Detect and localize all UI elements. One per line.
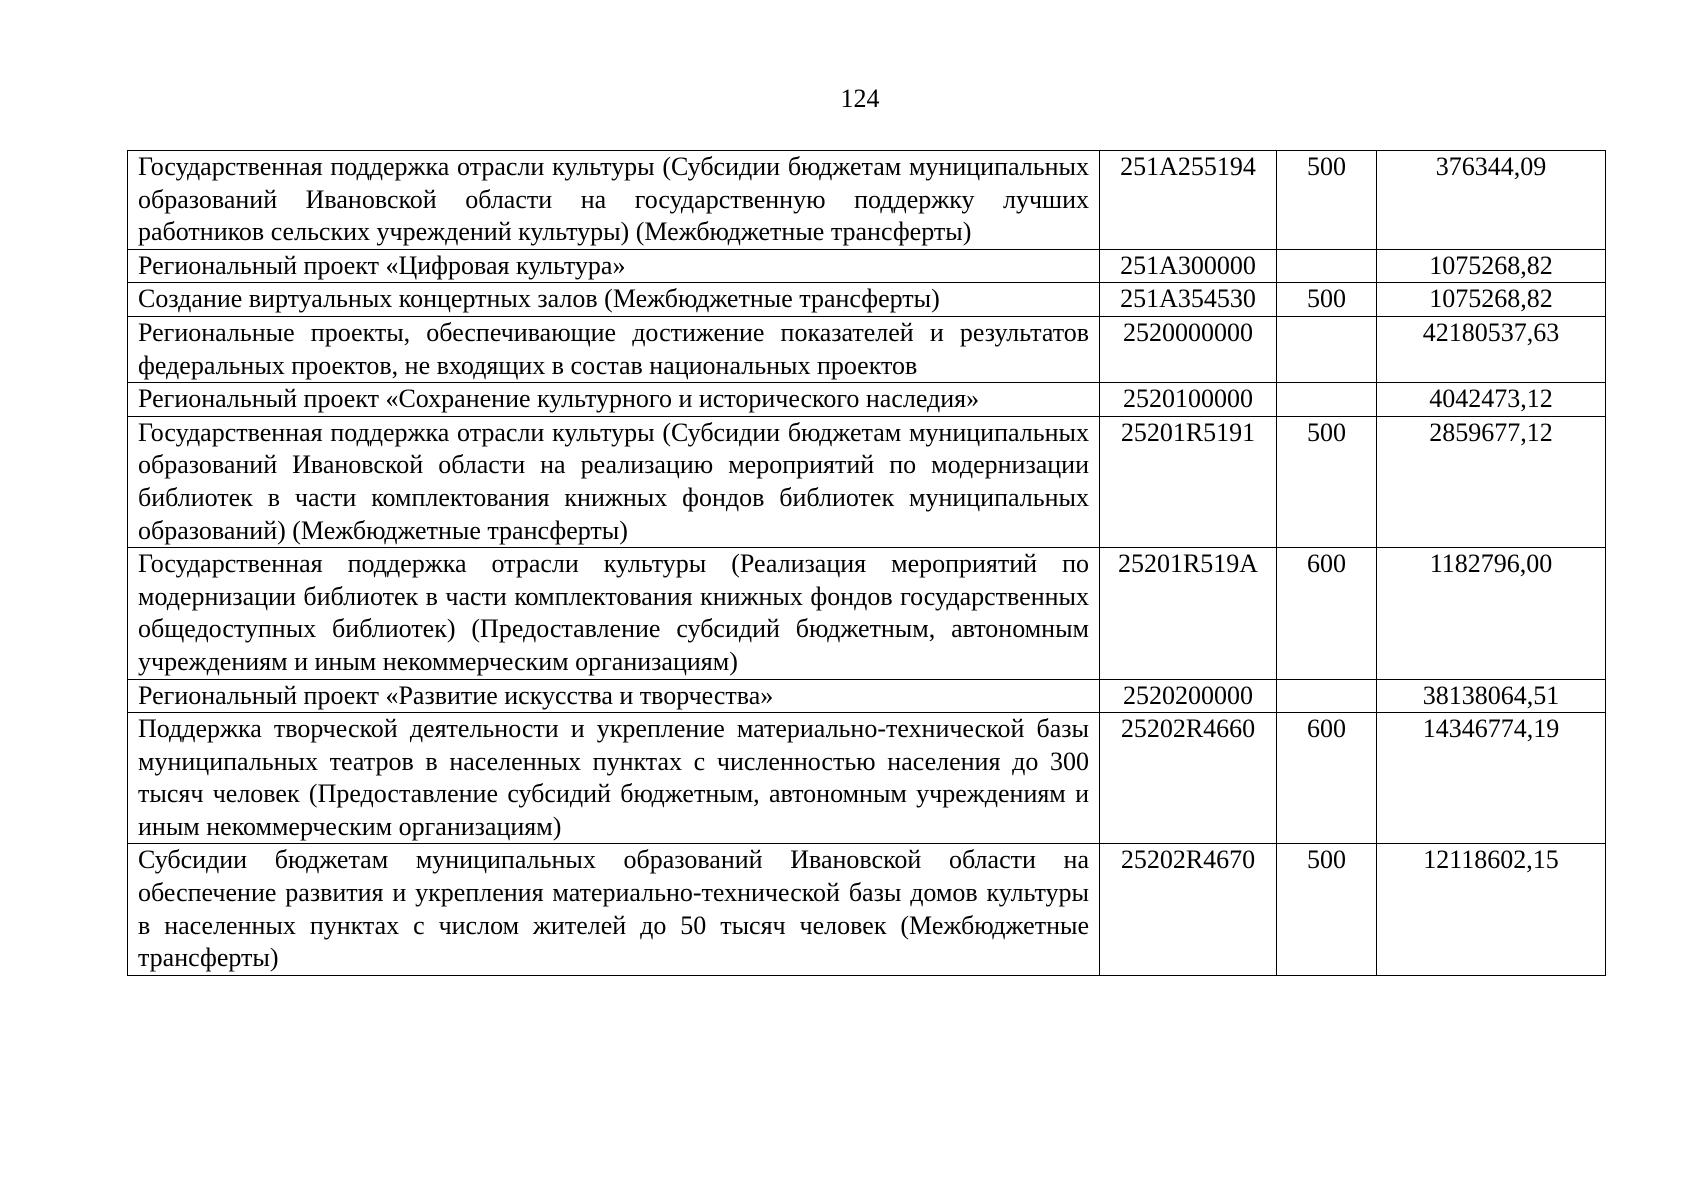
row-code: 25202R4660 xyxy=(1100,713,1277,844)
table-row xyxy=(128,383,1606,417)
row-code: 2520100000 xyxy=(1100,383,1277,417)
row-amount: 1075268,82 xyxy=(1377,283,1606,317)
row-expense-type xyxy=(1277,679,1377,713)
table-row xyxy=(128,249,1606,283)
row-description: Региональный проект «Цифровая культура» xyxy=(128,249,1100,283)
row-amount: 42180537,63 xyxy=(1377,316,1606,382)
row-amount: 376344,09 xyxy=(1377,151,1606,250)
budget-table-body xyxy=(128,151,1606,976)
row-amount: 38138064,51 xyxy=(1377,679,1606,713)
row-amount: 2859677,12 xyxy=(1377,416,1606,547)
table-row xyxy=(128,679,1606,713)
row-description: Поддержка творческой деятельности и укрепление материально-технической базы муниципальных театров в населенных пунктах с численностью населения до 300 тысяч человек (Предоставление субсидий бюджетным, автономным учреждениям и иным некоммерческим организациям) xyxy=(128,713,1100,844)
row-amount: 1075268,82 xyxy=(1377,249,1606,283)
table-row xyxy=(128,151,1606,250)
row-expense-type xyxy=(1277,316,1377,382)
row-description: Субсидии бюджетам муниципальных образований Ивановской области на обеспечение развития и укрепления материально-технической базы домов культуры в населенных пунктах с числом жителей до 50 тысяч человек (Межбюджетные трансферты) xyxy=(128,844,1100,975)
row-expense-type: 600 xyxy=(1277,713,1377,844)
row-expense-type xyxy=(1277,383,1377,417)
row-amount: 1182796,00 xyxy=(1377,548,1606,679)
budget-table xyxy=(127,150,1606,976)
row-code: 251A354530 xyxy=(1100,283,1277,317)
row-description: Государственная поддержка отрасли культуры (Субсидии бюджетам муниципальных образований Ивановской области на реализацию мероприятий по модернизации библиотек в части комплектования книжных фондов библиотек муниципальных образований) (Межбюджетные трансферты) xyxy=(128,416,1100,547)
row-code: 2520200000 xyxy=(1100,679,1277,713)
row-description: Региональный проект «Сохранение культурного и исторического наследия» xyxy=(128,383,1100,417)
table-row xyxy=(128,548,1606,679)
row-description: Создание виртуальных концертных залов (Межбюджетные трансферты) xyxy=(128,283,1100,317)
table-row xyxy=(128,713,1606,844)
row-code: 25202R4670 xyxy=(1100,844,1277,975)
row-expense-type: 500 xyxy=(1277,283,1377,317)
row-code: 2520000000 xyxy=(1100,316,1277,382)
row-description: Региональные проекты, обеспечивающие достижение показателей и результатов федеральных проектов, не входящих в состав национальных проектов xyxy=(128,316,1100,382)
table-row xyxy=(128,844,1606,975)
table-row xyxy=(128,416,1606,547)
row-amount: 14346774,19 xyxy=(1377,713,1606,844)
page-number: 124 xyxy=(840,84,880,113)
row-code: 251A300000 xyxy=(1100,249,1277,283)
row-expense-type xyxy=(1277,249,1377,283)
row-description: Региональный проект «Развитие искусства и творчества» xyxy=(128,679,1100,713)
row-amount: 4042473,12 xyxy=(1377,383,1606,417)
table-row xyxy=(128,283,1606,317)
row-expense-type: 600 xyxy=(1277,548,1377,679)
row-description: Государственная поддержка отрасли культуры (Субсидии бюджетам муниципальных образований Ивановской области на государственную поддержку лучших работников сельских учреждений культуры) (Межбюджетные трансферты) xyxy=(128,151,1100,250)
row-amount: 12118602,15 xyxy=(1377,844,1606,975)
row-expense-type: 500 xyxy=(1277,416,1377,547)
table-row xyxy=(128,316,1606,382)
row-code: 251A255194 xyxy=(1100,151,1277,250)
row-expense-type: 500 xyxy=(1277,151,1377,250)
row-expense-type: 500 xyxy=(1277,844,1377,975)
row-code: 25201R519A xyxy=(1100,548,1277,679)
row-description: Государственная поддержка отрасли культуры (Реализация мероприятий по модернизации библиотек в части комплектования книжных фондов государственных общедоступных библиотек) (Предоставление субсидий бюджетным, автономным учреждениям и иным некоммерческим организациям) xyxy=(128,548,1100,679)
row-code: 25201R5191 xyxy=(1100,416,1277,547)
